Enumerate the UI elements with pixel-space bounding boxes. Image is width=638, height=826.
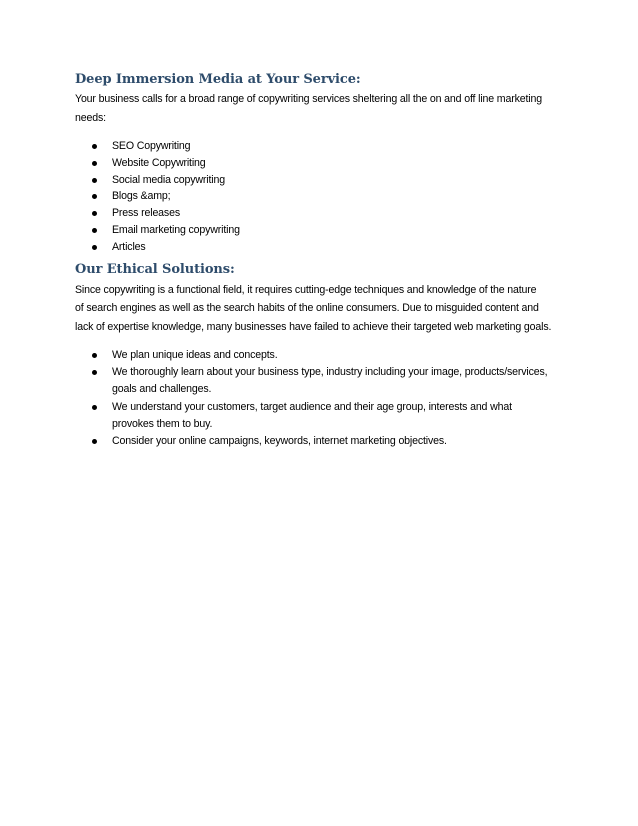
solutions-intro-line1: Since copywriting is a functional field, it requires cutting-edge techniques and knowledge of the nature	[75, 283, 537, 296]
section-heading-solutions: Our Ethical Solutions:	[75, 261, 235, 277]
list-item	[75, 155, 575, 172]
document-content	[75, 71, 575, 450]
solutions-list	[75, 347, 575, 450]
section-heading-service: Deep Immersion Media at Your Service:	[75, 72, 361, 87]
solutions-intro-line2: of search engines as well as the search habits of the online consumers. Due to misguided content and	[75, 302, 539, 315]
list-item	[75, 138, 575, 155]
services-list	[75, 138, 575, 256]
list-item-text: We thoroughly learn about your business type, industry including your image, products/services,	[112, 366, 548, 379]
list-item	[75, 433, 575, 450]
bullet-icon	[92, 228, 97, 233]
list-item	[75, 222, 575, 239]
service-intro-line1: Your business calls for a broad range of copywriting services sheltering all the on and off line marketing	[75, 93, 542, 105]
bullet-icon	[92, 370, 97, 375]
bullet-icon	[92, 405, 97, 410]
bullet-icon	[92, 194, 97, 199]
bullet-icon	[92, 178, 97, 183]
list-item	[75, 399, 575, 433]
service-intro	[75, 90, 575, 127]
list-item-text: Social media copywriting	[112, 173, 225, 186]
list-item-text-continued: goals and challenges.	[112, 383, 212, 396]
solutions-intro	[75, 281, 575, 337]
list-item-text: Press releases	[112, 207, 180, 220]
list-item	[75, 364, 575, 398]
bullet-icon	[92, 161, 97, 166]
list-item-text: Consider your online campaigns, keywords, internet marketing objectives.	[112, 435, 447, 448]
list-item-text: SEO Copywriting	[112, 140, 191, 152]
list-item	[75, 239, 575, 256]
list-item-text: We plan unique ideas and concepts.	[112, 349, 278, 362]
bullet-icon	[92, 439, 97, 444]
list-item	[75, 172, 575, 189]
list-item	[75, 347, 575, 364]
bullet-icon	[92, 353, 97, 358]
list-item	[75, 205, 575, 222]
list-item-text: Articles	[112, 240, 146, 253]
service-intro-line2: needs:	[75, 111, 106, 124]
list-item-text-continued: provokes them to buy.	[112, 417, 213, 430]
bullet-icon	[92, 245, 97, 250]
list-item-text: Blogs &amp;	[112, 190, 171, 203]
list-item	[75, 188, 575, 205]
solutions-intro-line3: lack of expertise knowledge, many businesses have failed to achieve their targeted web marketing goals.	[75, 320, 552, 333]
list-item-text: Email marketing copywriting	[112, 223, 240, 236]
bullet-icon	[92, 211, 97, 216]
list-item-text: Website Copywriting	[112, 156, 206, 169]
list-item-text: We understand your customers, target audience and their age group, interests and what	[112, 400, 512, 413]
bullet-icon	[92, 144, 97, 149]
